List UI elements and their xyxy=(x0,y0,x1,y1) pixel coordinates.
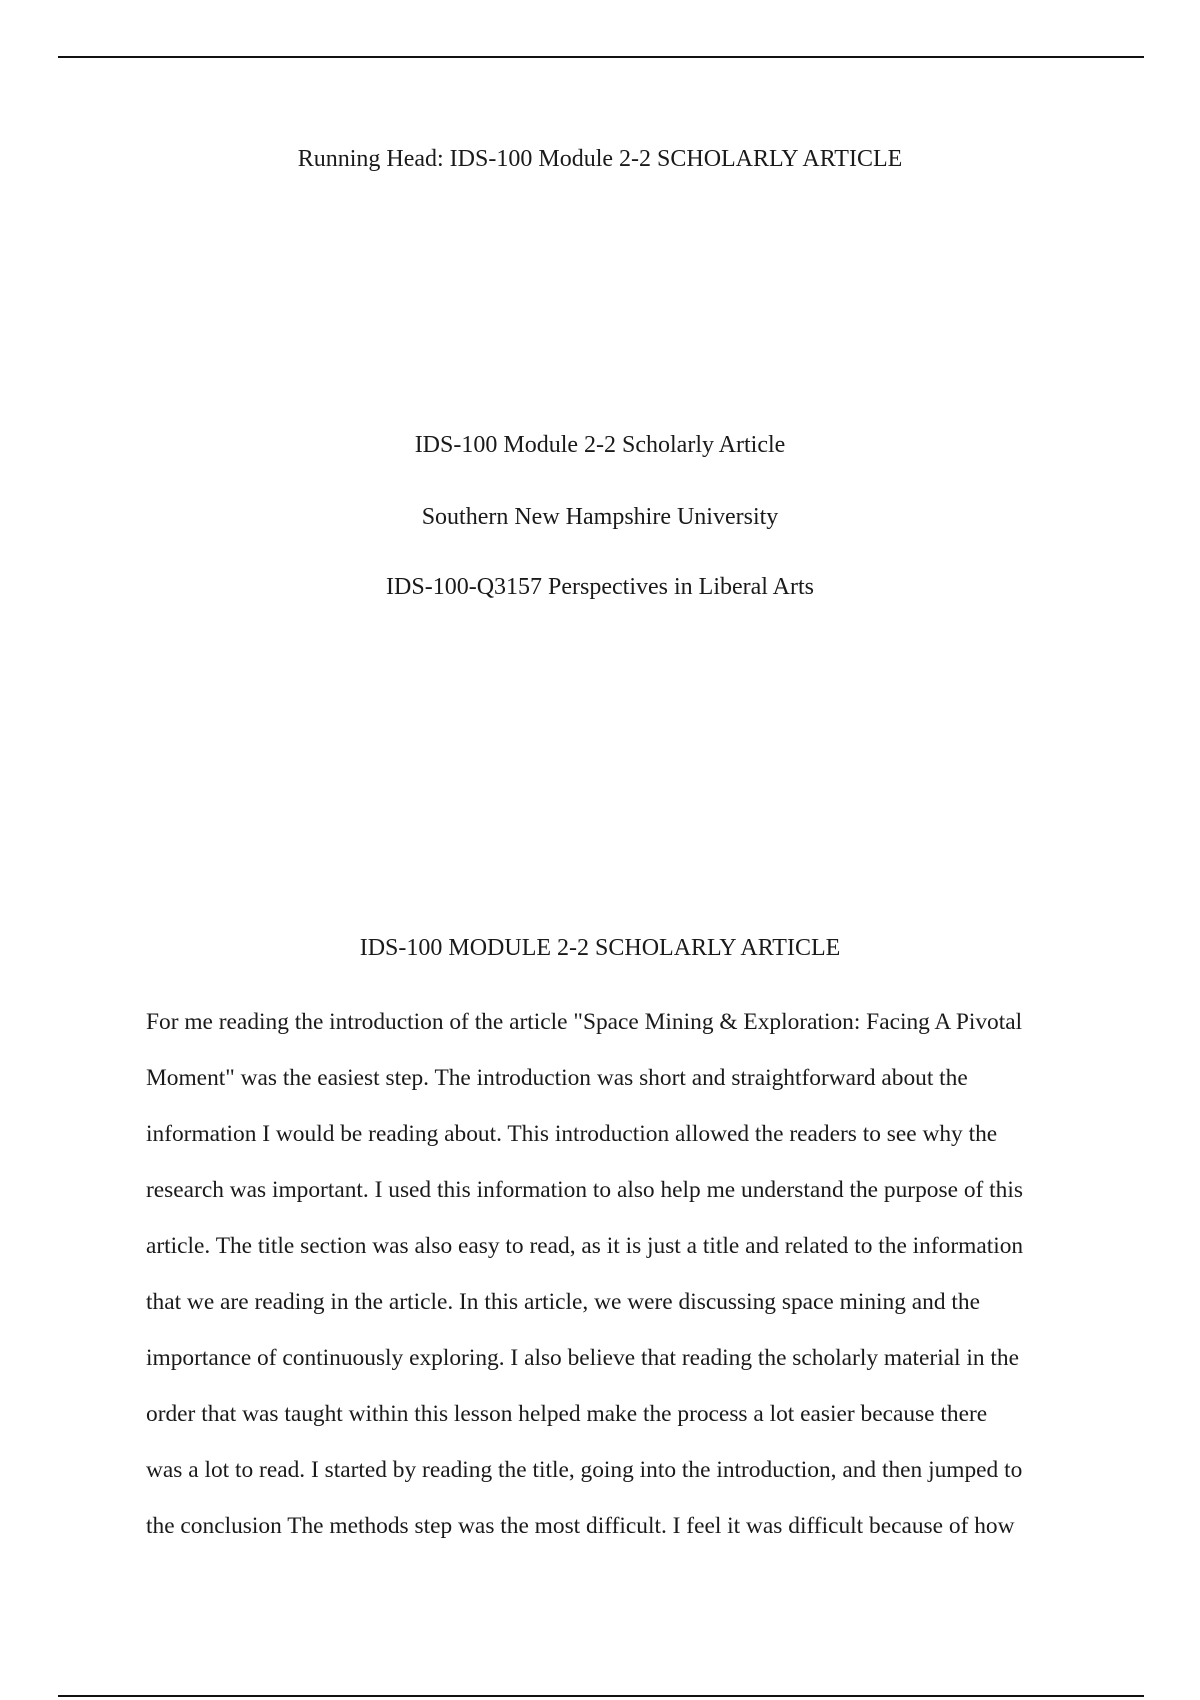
running-head: Running Head: IDS-100 Module 2-2 SCHOLARLY ARTICLE xyxy=(297,146,903,172)
bottom-page-rule xyxy=(58,1695,1144,1697)
paragraph-line: For me reading the introduction of the article "Space Mining & Exploration: Facing A Pivotal xyxy=(146,1009,1023,1035)
paragraph-line: importance of continuously exploring. I also believe that reading the scholarly material in the xyxy=(146,1345,1019,1371)
top-page-rule xyxy=(58,56,1144,58)
paragraph-line: the conclusion The methods step was the most difficult. I feel it was difficult because of how xyxy=(146,1513,1015,1539)
paragraph-line: that we are reading in the article. In this article, we were discussing space mining and the xyxy=(146,1289,980,1315)
paragraph-line: article. The title section was also easy to read, as it is just a title and related to the information xyxy=(146,1233,1024,1259)
paragraph-line: order that was taught within this lesson helped make the process a lot easier because there xyxy=(146,1401,988,1427)
paragraph-line: was a lot to read. I started by reading the title, going into the introduction, and then jumped to xyxy=(146,1457,1023,1483)
institution-name: Southern New Hampshire University xyxy=(421,504,779,530)
section-heading: IDS-100 MODULE 2-2 SCHOLARLY ARTICLE xyxy=(359,935,841,961)
course-name: IDS-100-Q3157 Perspectives in Liberal Arts xyxy=(386,574,814,600)
paragraph-line: Moment" was the easiest step. The introduction was short and straightforward about the xyxy=(146,1065,968,1091)
paragraph-line: research was important. I used this information to also help me understand the purpose of this xyxy=(146,1177,1023,1203)
body-paragraph xyxy=(146,1007,1062,1567)
paragraph-line: information I would be reading about. This introduction allowed the readers to see why the xyxy=(146,1121,998,1147)
paper-title: IDS-100 Module 2-2 Scholarly Article xyxy=(414,432,786,458)
